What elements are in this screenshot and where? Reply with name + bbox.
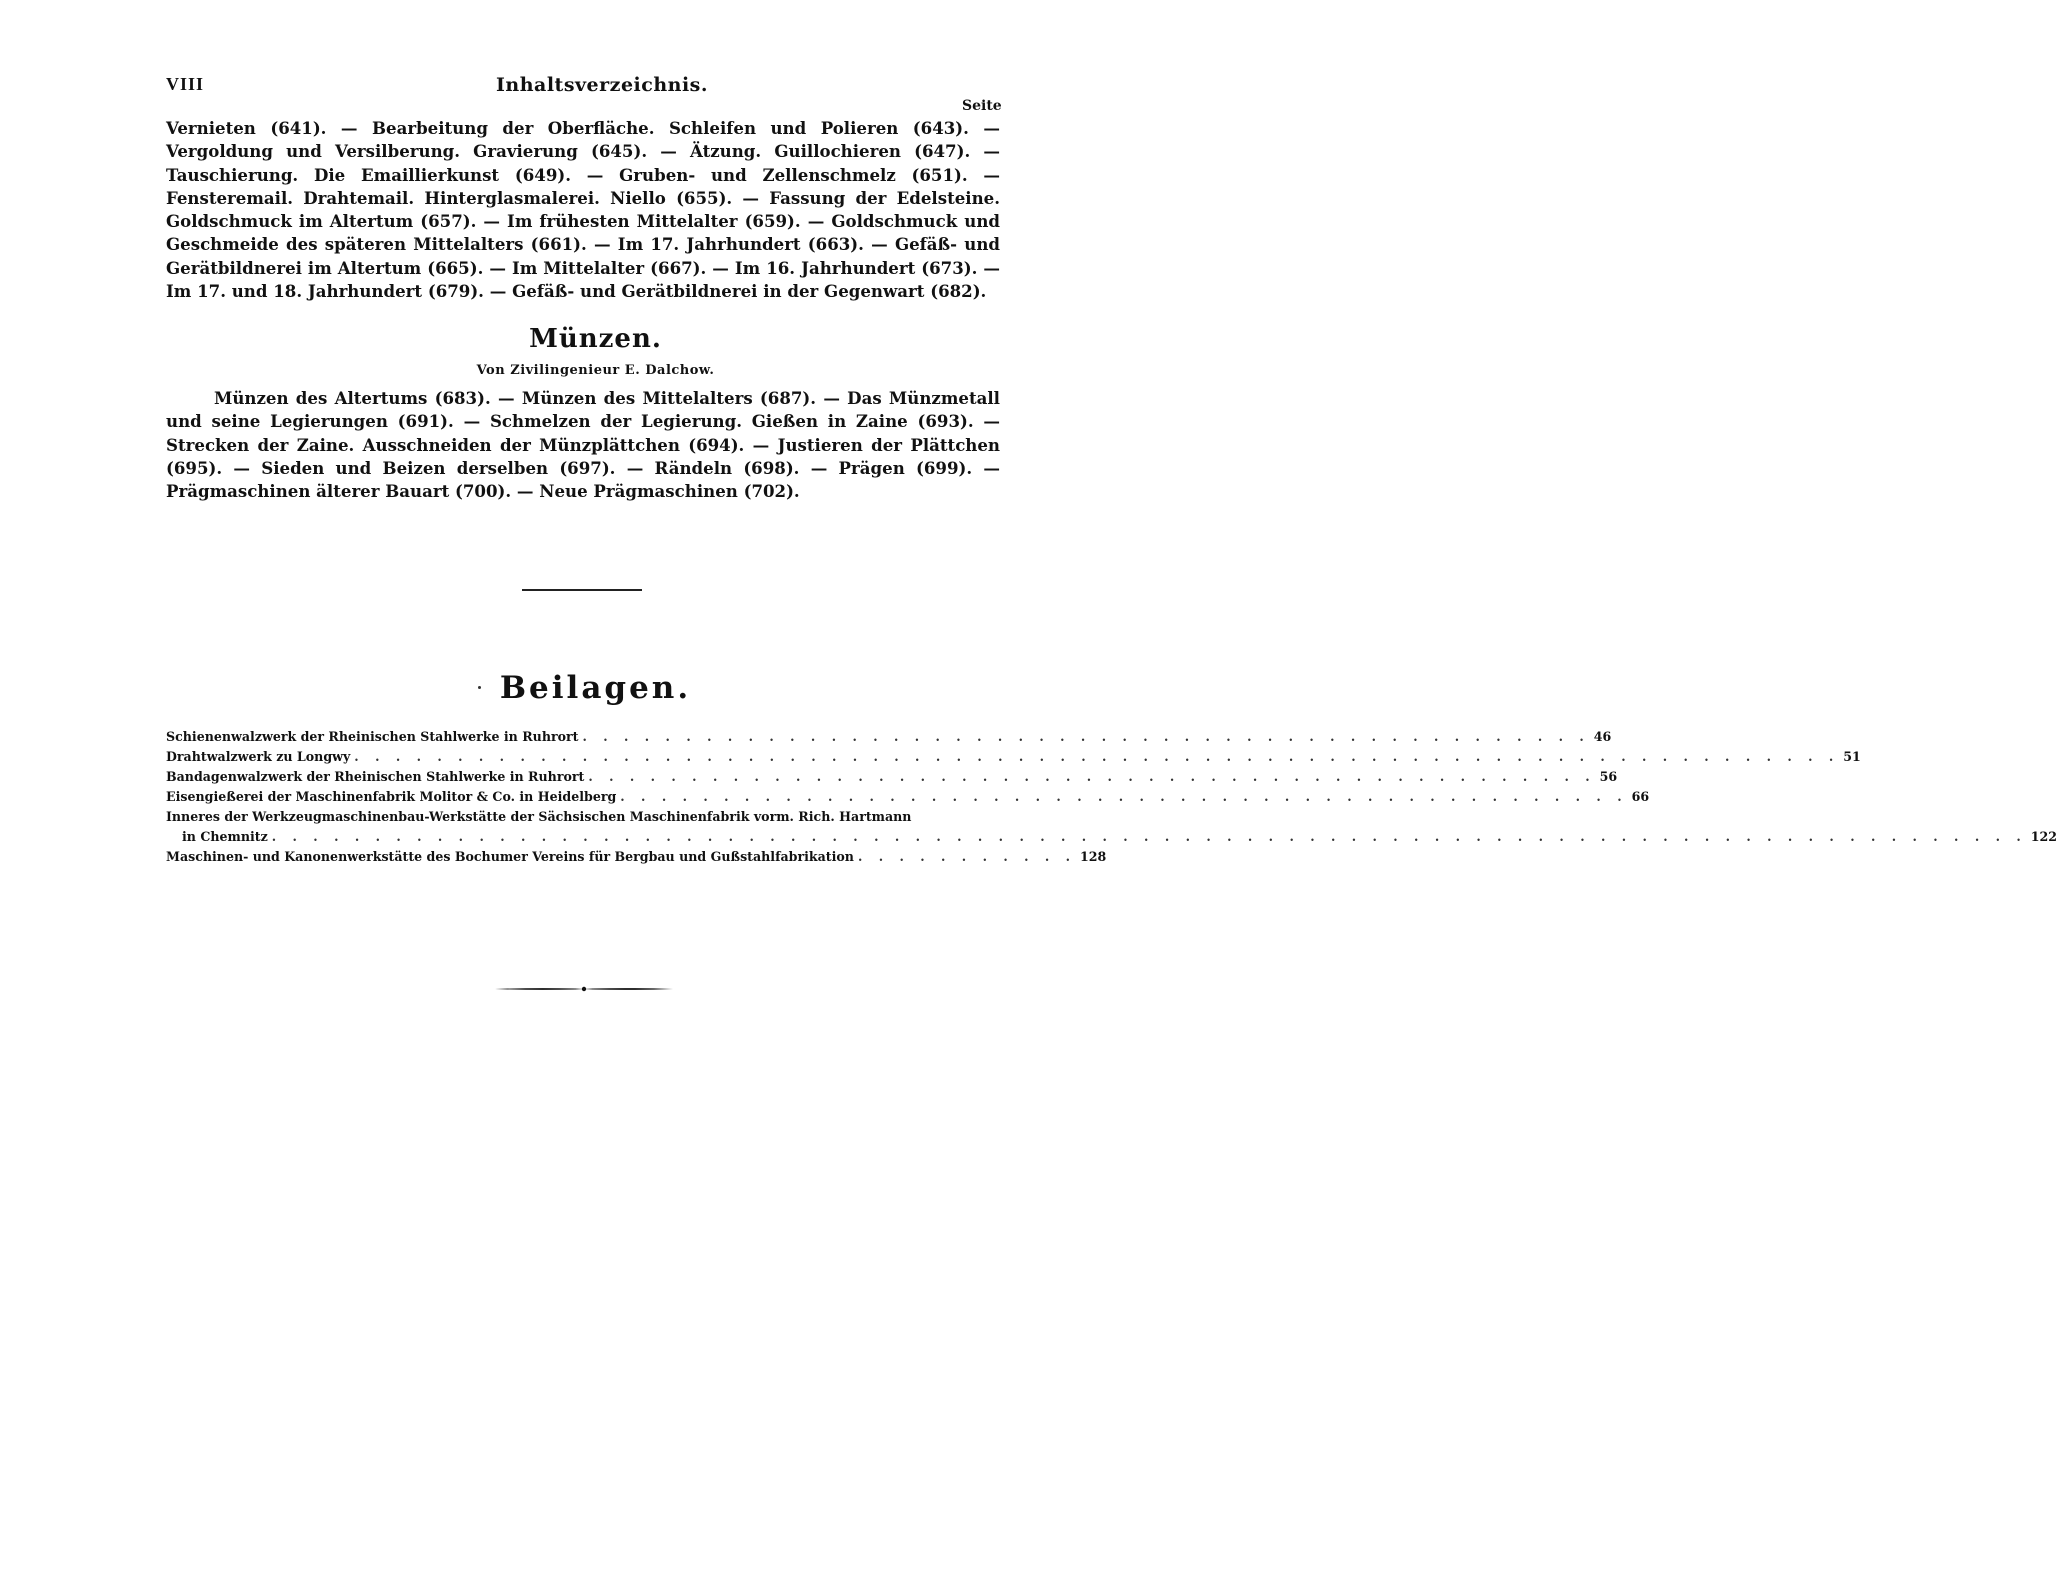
section-divider: [522, 589, 642, 591]
plates-list: [166, 727, 2057, 867]
plate-title: Maschinen- und Kanonenwerkstätte des Bochumer Vereins für Bergbau und Gußstahlfabrikation: [166, 849, 854, 864]
plate-title: Drahtwalzwerk zu Longwy: [166, 749, 351, 764]
running-title: Inhaltsverzeichnis.: [496, 74, 708, 96]
dot-leader: . . . . . . . . . . .: [857, 849, 1077, 864]
end-ornament-rule: [495, 986, 673, 992]
plate-page-number: 128: [1080, 849, 1107, 864]
plate-page-number: 46: [1593, 729, 1612, 744]
plate-title: Bandagenwalzwerk der Rheinischen Stahlwerke in Ruhrort: [166, 769, 585, 784]
plate-entry: [166, 747, 1861, 767]
plate-page-number: 51: [1843, 749, 1861, 764]
plate-title: Eisengießerei der Maschinenfabrik Molitor & Co. in Heidelberg: [166, 789, 617, 804]
plate-entry: [166, 767, 1618, 787]
plate-entry: [166, 807, 1000, 827]
dot-leader: . . . . . . . . . . . . . . . . . . . . . . . . . . . . . . . . . . . . . . . . . . . . . . . . . . . . . . . . . . . . . . . . . . . . . . . . . . . . . . . . . . . . .: [271, 829, 2027, 844]
plate-title: in Chemnitz: [182, 829, 268, 844]
plate-entry-continuation: [166, 827, 2057, 847]
plate-entry: [166, 727, 1612, 747]
running-head: [166, 74, 1000, 98]
plate-entry: [166, 847, 1107, 867]
plate-title: Schienenwalzwerk der Rheinischen Stahlwerke in Ruhrort: [166, 729, 579, 744]
section-heading-muenzen: Münzen.: [529, 324, 662, 354]
page-number: VIII: [166, 74, 205, 94]
column-label-seite: Seite: [962, 98, 1002, 114]
section-heading-beilagen: Beilagen.: [499, 670, 692, 706]
plate-page-number: 56: [1599, 769, 1618, 784]
dot-leader: . . . . . . . . . . . . . . . . . . . . . . . . . . . . . . . . . . . . . . . . . . . . . . . . . . . . . . . . . . . . . . . . . . . . . . . .: [354, 749, 1840, 764]
dot-leader: . . . . . . . . . . . . . . . . . . . . . . . . . . . . . . . . . . . . . . . . . . . . . . . . .: [582, 729, 1590, 744]
dot-leader: . . . . . . . . . . . . . . . . . . . . . . . . . . . . . . . . . . . . . . . . . . . . . . . . .: [620, 789, 1628, 804]
plate-page-number: 66: [1631, 789, 1650, 804]
plate-page-number: 122: [2030, 829, 2057, 844]
plate-title: Inneres der Werkzeugmaschinenbau-Werkstätte der Sächsischen Maschinenfabrik vorm. Rich. Hartmann: [166, 809, 912, 824]
dot-leader: . . . . . . . . . . . . . . . . . . . . . . . . . . . . . . . . . . . . . . . . . . . . . . . . .: [588, 769, 1596, 784]
author-byline: Von Zivilingenieur E. Dalchow.: [476, 363, 715, 378]
plate-entry: [166, 787, 1650, 807]
previous-section-paragraph: Vernieten (641). — Bearbeitung der Oberfläche. Schleifen und Polieren (643). — Vergoldung und Versilberung. Gravierung (645). — Ätzung. Guillochieren (647). — Tauschierung. Die Emaillierkunst (649). — Gruben- und Zellenschmelz (651). — Fensteremail. Drahtemail. Hinterglasmalerei. Niello (655). — Fassung der Edelsteine. Goldschmuck im Altertum (657). — Im frühesten Mittelalter (659). — Goldschmuck und Geschmeide des späteren Mittelalters (661). — Im 17. Jahrhundert (663). — Gefäß- und Gerätbildnerei im Altertum (665). — Im Mittelalter (667). — Im 16. Jahrhundert (673). — Im 17. und 18. Jahrhundert (679). — Gefäß- und Gerätbildnerei in der Gegenwart (682).: [166, 118, 1000, 302]
muenzen-paragraph: Münzen des Altertums (683). — Münzen des Mittelalters (687). — Das Münzmetall und seine Legierungen (691). — Schmelzen der Legierung. Gießen in Zaine (693). — Strecken der Zaine. Ausschneiden der Münzplättchen (694). — Justieren der Plättchen (695). — Sieden und Beizen derselben (697). — Rändeln (698). — Prägen (699). — Prägmaschinen älterer Bauart (700). — Neue Prägmaschinen (702).: [166, 388, 1000, 502]
